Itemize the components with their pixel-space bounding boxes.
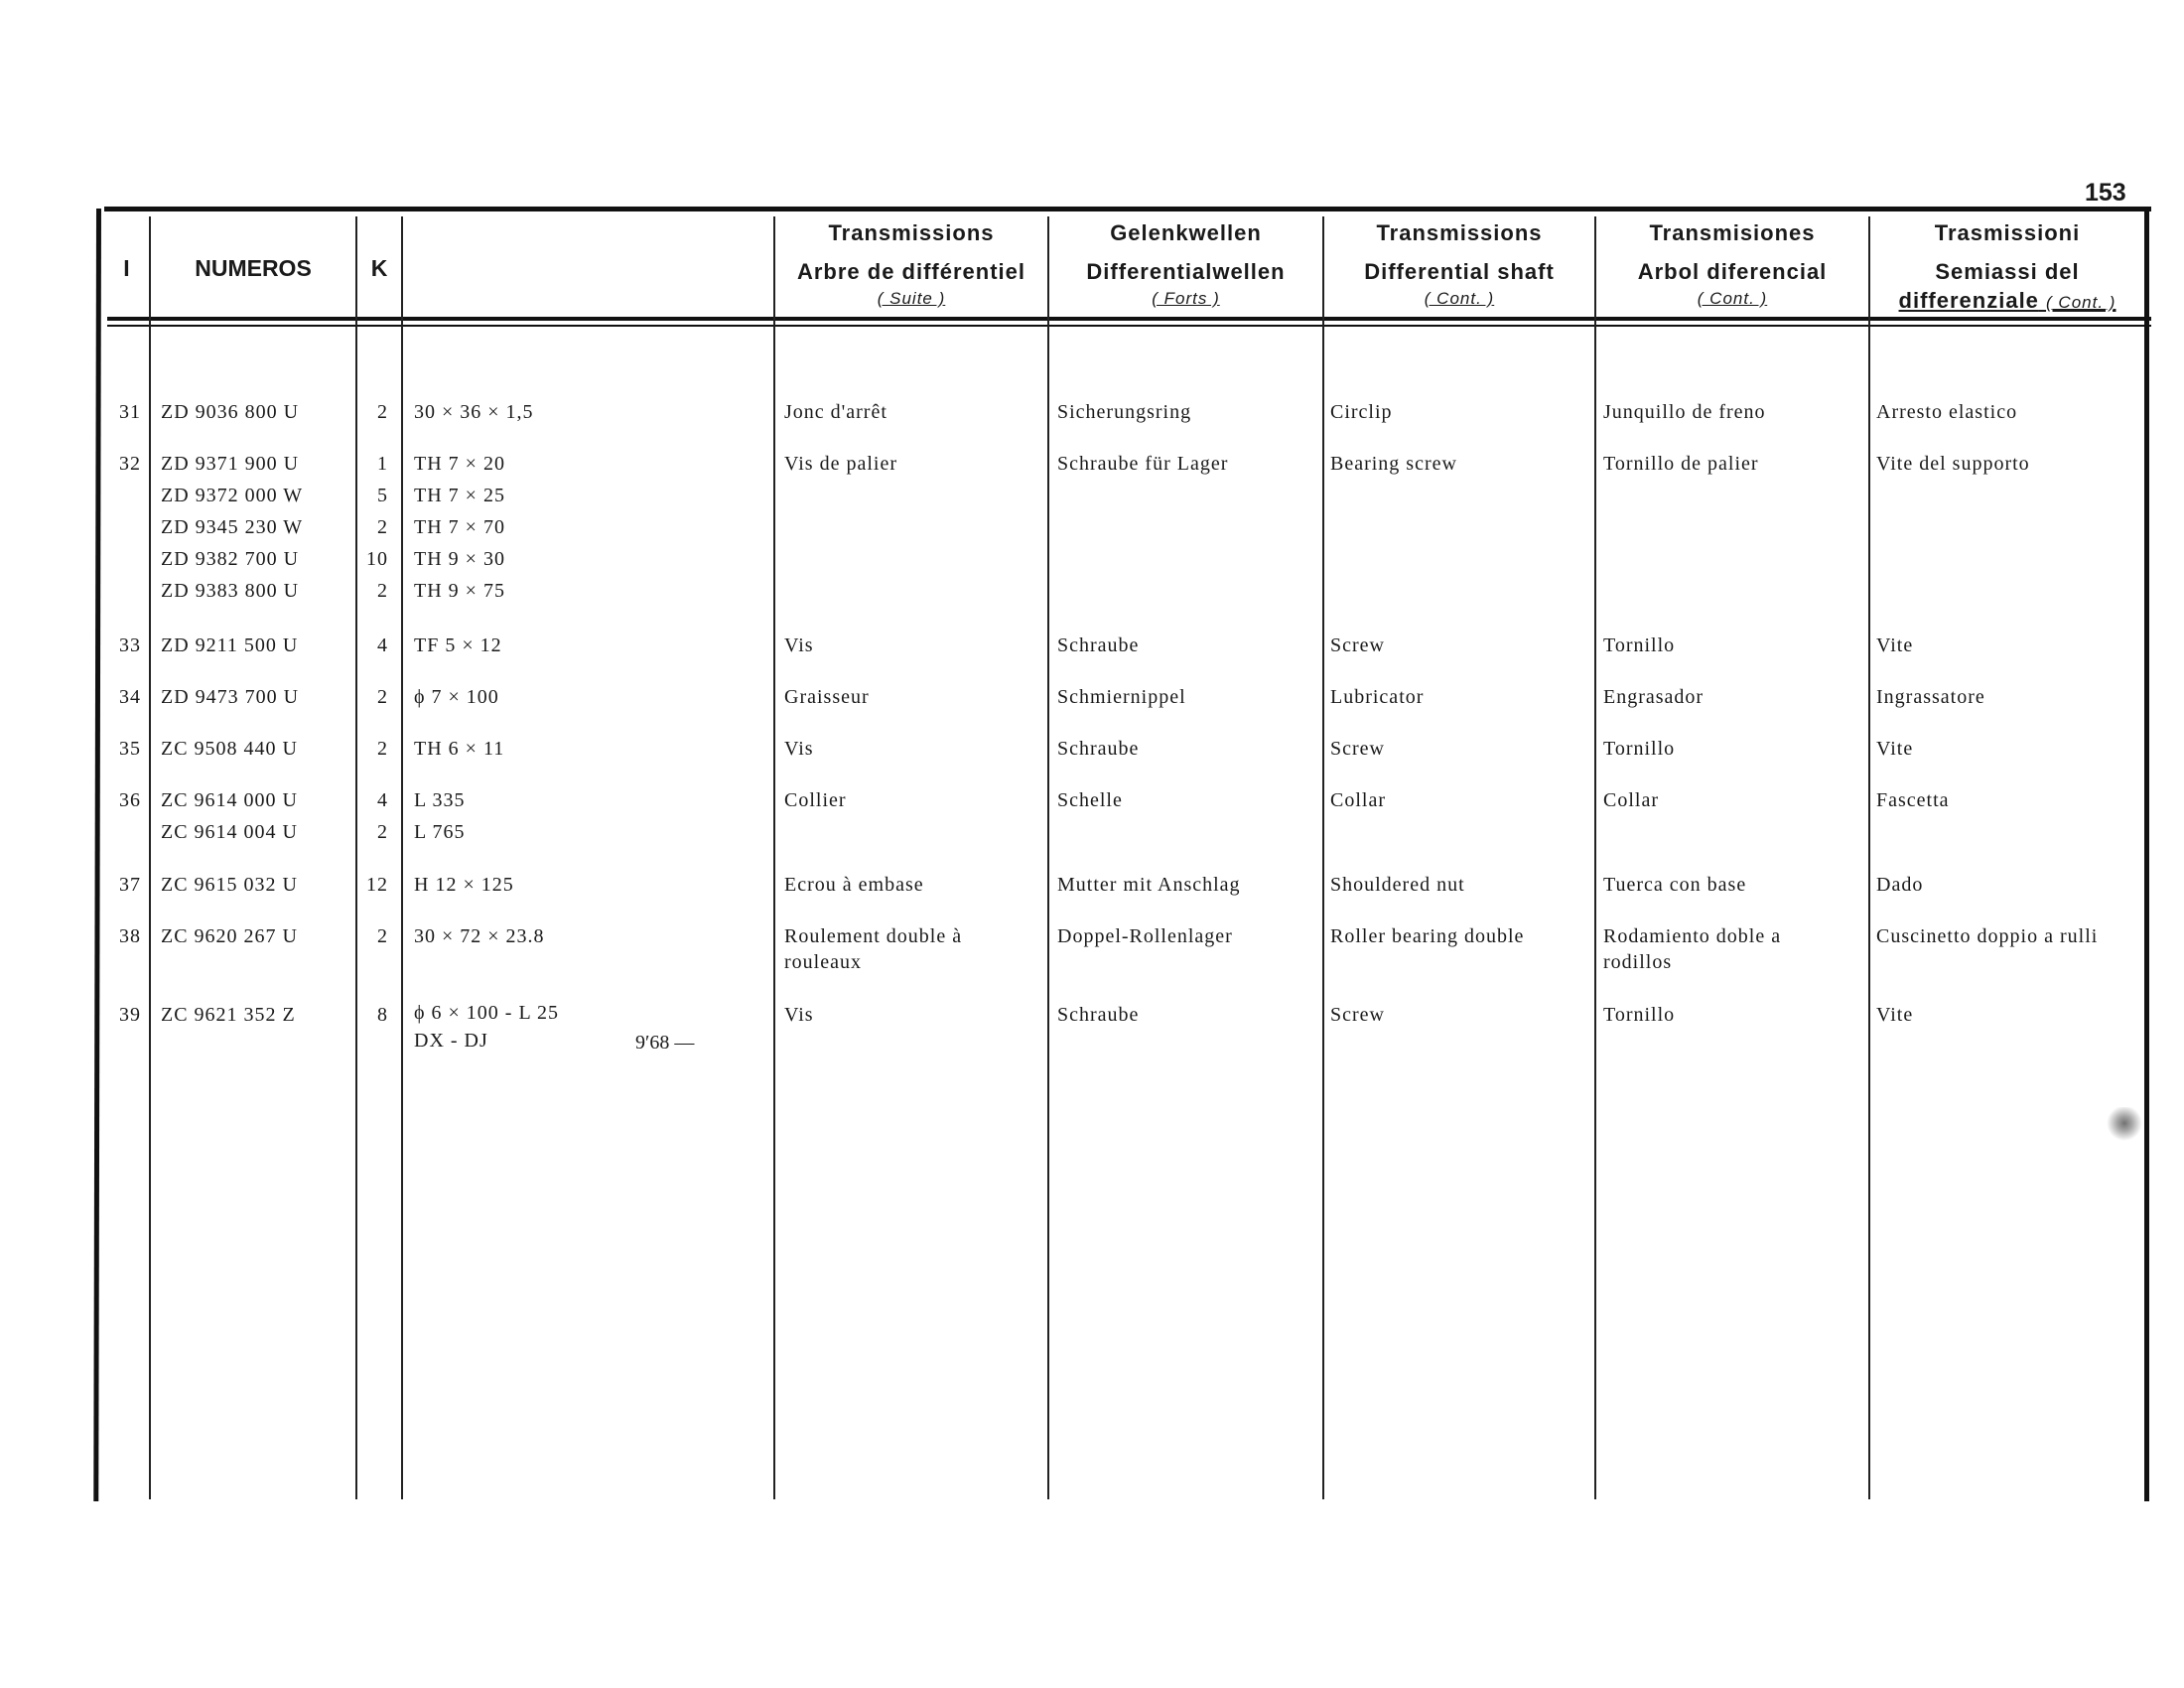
- part-number: ZD 9345 230 W: [161, 516, 304, 538]
- row-index: 39: [119, 1004, 141, 1026]
- desc-french: Vis: [784, 1004, 814, 1026]
- desc-english: Collar: [1330, 789, 1386, 811]
- header-numeros: NUMEROS: [195, 255, 312, 281]
- header-french-line2: Arbre de différentiel: [796, 259, 1026, 284]
- row-index: 38: [119, 925, 141, 947]
- header-spanish-sub: ( Cont. ): [1697, 289, 1768, 308]
- desc-spanish: Tornillo: [1603, 738, 1676, 760]
- desc-german: Mutter mit Anschlag: [1057, 874, 1241, 896]
- desc-italian: Cuscinetto doppio a rulli: [1876, 925, 2099, 947]
- header-german-line2: Differentialwellen: [1086, 259, 1286, 284]
- column-divider: [149, 216, 151, 1499]
- dimensions: TH 9 × 30: [414, 548, 505, 570]
- part-number-list: [161, 784, 330, 848]
- header-german-line1: Gelenkwellen: [1110, 220, 1262, 245]
- row-index: 32: [119, 453, 141, 475]
- column-divider: [1322, 216, 1324, 1499]
- desc-french: Jonc d'arrêt: [784, 401, 887, 423]
- quantity: 2: [377, 516, 388, 538]
- quantity: 2: [377, 738, 388, 760]
- header-french: [775, 212, 1047, 319]
- column-divider: [401, 216, 403, 1499]
- quantity: 10: [366, 548, 388, 570]
- dimensions-list: [414, 448, 751, 607]
- dimensions: TH 7 × 25: [414, 485, 505, 506]
- dimensions: L 765: [414, 821, 466, 843]
- header-spanish: [1596, 212, 1868, 319]
- desc-french: Vis: [784, 738, 814, 760]
- ink-blot-mark: [2103, 1107, 2142, 1143]
- header-english: [1324, 212, 1594, 319]
- row-index: 34: [119, 686, 141, 708]
- header-k: K: [370, 255, 388, 281]
- quantity-list: [355, 448, 388, 607]
- table-right-border: [2144, 209, 2149, 1501]
- desc-french: Collier: [784, 789, 847, 811]
- header-italian: [1870, 212, 2144, 323]
- part-number: ZC 9615 032 U: [161, 874, 298, 896]
- row-index: 36: [119, 789, 141, 811]
- dimensions-list: [414, 784, 751, 848]
- desc-english: Screw: [1330, 634, 1385, 656]
- desc-italian: Dado: [1876, 874, 1924, 896]
- desc-german: Doppel-Rollenlager: [1057, 925, 1233, 947]
- desc-italian: Vite: [1876, 634, 1914, 656]
- header-italian-line1: Trasmissioni: [1934, 220, 2081, 245]
- column-divider: [1047, 216, 1049, 1499]
- desc-english: Screw: [1330, 738, 1385, 760]
- desc-spanish: Engrasador: [1603, 686, 1705, 708]
- dimensions: ϕ 6 × 100 - L 25: [414, 1002, 559, 1024]
- quantity: 4: [377, 634, 388, 656]
- header-french-sub: ( Suite ): [877, 289, 946, 308]
- dimensions: 30 × 72 × 23.8: [414, 925, 545, 947]
- table-top-rule: [104, 207, 2151, 211]
- desc-french: Vis de palier: [784, 453, 897, 475]
- desc-english: Screw: [1330, 1004, 1385, 1026]
- column-divider: [773, 216, 775, 1499]
- quantity: 4: [377, 789, 388, 811]
- desc-spanish: Tornillo de palier: [1603, 453, 1759, 475]
- part-number: ZD 9211 500 U: [161, 634, 299, 656]
- table-left-border: [93, 209, 101, 1501]
- header-english-line2: Differential shaft: [1364, 259, 1555, 284]
- part-number: ZD 9473 700 U: [161, 686, 300, 708]
- header-german-sub: ( Forts ): [1152, 289, 1220, 308]
- column-divider: [1594, 216, 1596, 1499]
- part-number: ZC 9508 440 U: [161, 738, 298, 760]
- page-number: 153: [2085, 179, 2126, 207]
- header-italian-line3-text: differenziale: [1898, 288, 2039, 313]
- header-spanish-line2: Arbol diferencial: [1637, 259, 1828, 284]
- header-italian-line3: [1870, 280, 2144, 323]
- desc-italian: Fascetta: [1876, 789, 1950, 811]
- header-german: [1049, 212, 1322, 319]
- part-number: ZD 9382 700 U: [161, 548, 300, 570]
- part-number: ZD 9371 900 U: [161, 453, 300, 475]
- desc-german: Schraube: [1057, 1004, 1140, 1026]
- header-french-line1: Transmissions: [828, 220, 995, 245]
- desc-spanish: Junquillo de freno: [1603, 401, 1766, 423]
- header-english-line1: Transmissions: [1376, 220, 1543, 245]
- row-index: 35: [119, 738, 141, 760]
- desc-italian: Arresto elastico: [1876, 401, 2018, 423]
- header-italian-sub: ( Cont. ): [2046, 293, 2116, 312]
- desc-french: Roulement double à rouleaux: [784, 925, 963, 973]
- quantity: 2: [377, 821, 388, 843]
- desc-french: Vis: [784, 634, 814, 656]
- desc-german: Schraube für Lager: [1057, 453, 1229, 475]
- header-italian-line2: Semiassi del: [1935, 259, 2080, 284]
- header-index: I: [123, 255, 130, 281]
- quantity: 2: [377, 401, 388, 423]
- desc-french: Ecrou à embase: [784, 874, 924, 896]
- desc-english: Lubricator: [1330, 686, 1425, 708]
- desc-german: Schmiernippel: [1057, 686, 1186, 708]
- dimensions-list: [414, 999, 751, 1055]
- desc-german: Schraube: [1057, 738, 1140, 760]
- desc-spanish: Tornillo: [1603, 1004, 1676, 1026]
- desc-german: Schraube: [1057, 634, 1140, 656]
- dimensions: TH 7 × 70: [414, 516, 505, 538]
- desc-spanish: Rodamiento doble a rodillos: [1603, 925, 1782, 973]
- revision-note: 9′68 —: [635, 1032, 695, 1054]
- desc-italian: Ingrassatore: [1876, 686, 1985, 708]
- column-divider: [1868, 216, 1870, 1499]
- dimensions: TF 5 × 12: [414, 634, 502, 656]
- quantity: 2: [377, 686, 388, 708]
- row-index: 33: [119, 634, 141, 656]
- desc-french: Graisseur: [784, 686, 870, 708]
- desc-german: Schelle: [1057, 789, 1123, 811]
- header-separator-rule-thin: [107, 325, 2151, 327]
- dimensions: DX - DJ: [414, 1030, 488, 1052]
- dimensions: 30 × 36 × 1,5: [414, 401, 534, 423]
- desc-spanish: Tornillo: [1603, 634, 1676, 656]
- part-number: ZD 9383 800 U: [161, 580, 300, 602]
- part-number: ZD 9372 000 W: [161, 485, 304, 506]
- desc-english: Roller bearing double: [1330, 925, 1525, 947]
- quantity: 2: [377, 925, 388, 947]
- part-number: ZC 9620 267 U: [161, 925, 298, 947]
- dimensions: TH 7 × 20: [414, 453, 505, 475]
- part-number: ZC 9621 352 Z: [161, 1004, 296, 1026]
- desc-english: Bearing screw: [1330, 453, 1457, 475]
- part-number: ZC 9614 004 U: [161, 821, 298, 843]
- quantity: 8: [377, 1004, 388, 1026]
- desc-english: Shouldered nut: [1330, 874, 1465, 896]
- dimensions: H 12 × 125: [414, 874, 514, 896]
- row-index: 31: [119, 401, 141, 423]
- desc-italian: Vite del supporto: [1876, 453, 2030, 475]
- desc-italian: Vite: [1876, 738, 1914, 760]
- quantity: 2: [377, 580, 388, 602]
- quantity: 1: [377, 453, 388, 475]
- desc-spanish: Tuerca con base: [1603, 874, 1747, 896]
- part-number-list: [161, 448, 330, 607]
- desc-spanish: Collar: [1603, 789, 1659, 811]
- dimensions: ϕ 7 × 100: [414, 686, 499, 708]
- desc-german: Sicherungsring: [1057, 401, 1192, 423]
- dimensions: TH 9 × 75: [414, 580, 505, 602]
- part-number: ZD 9036 800 U: [161, 401, 300, 423]
- dimensions: TH 6 × 11: [414, 738, 505, 760]
- quantity-list: [355, 784, 388, 848]
- part-number: ZC 9614 000 U: [161, 789, 298, 811]
- header-english-sub: ( Cont. ): [1424, 289, 1495, 308]
- desc-english: Circlip: [1330, 401, 1393, 423]
- header-spanish-line1: Transmisiones: [1649, 220, 1816, 245]
- dimensions: L 335: [414, 789, 466, 811]
- quantity: 12: [366, 874, 388, 896]
- quantity: 5: [377, 485, 388, 506]
- row-index: 37: [119, 874, 141, 896]
- desc-italian: Vite: [1876, 1004, 1914, 1026]
